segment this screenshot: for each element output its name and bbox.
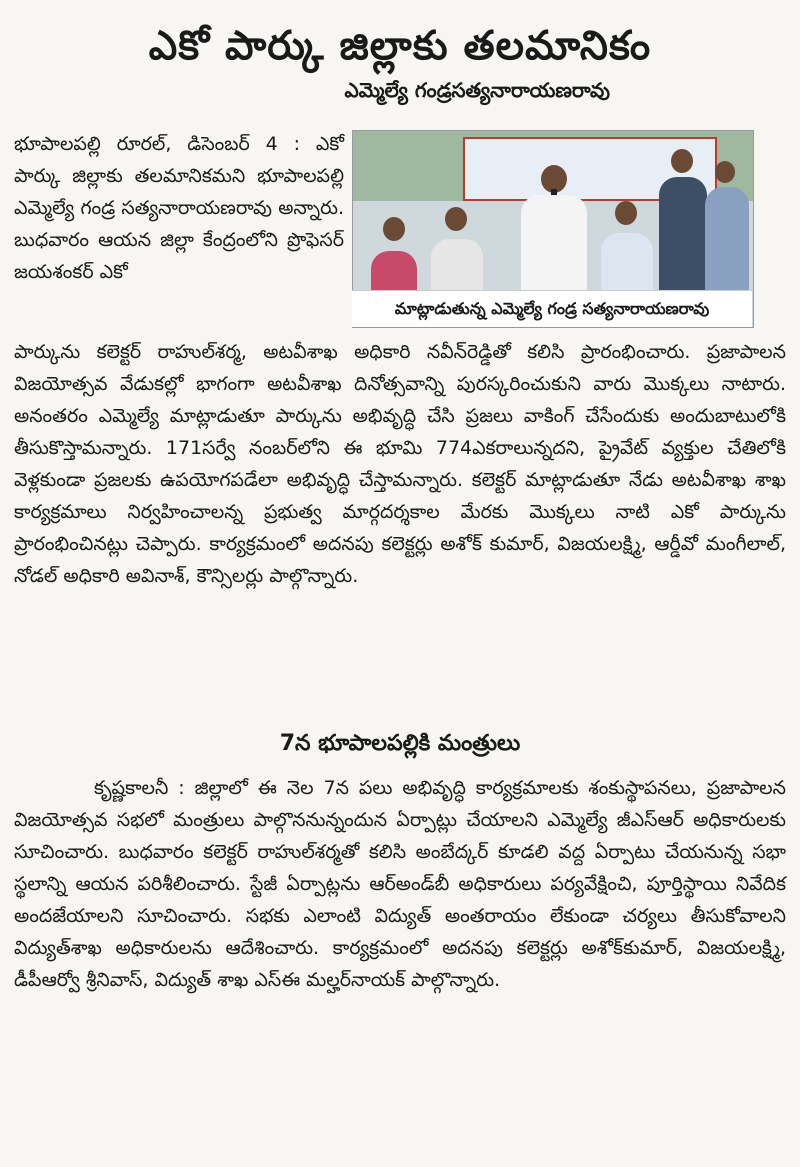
cropped-previous-line [40, 0, 740, 10]
article-subheadline: ఎమ్మెల్యే గండ్రసత్యనారాయణరావు [344, 78, 610, 102]
lead-paragraph-continued: పార్కును కలెక్టర్‌ రాహుల్‌శర్మ, అటవీశాఖ అధికారి నవీన్‌రెడ్డితో కలిసి ప్రారంభించారు. ప్రజాపాలన విజయోత్సవ వేడుకల్లో భాగంగా అటవీశాఖ దినోత్సవాన్ని పురస్కరించుకుని వారు మొక్కలు నాటారు. అనంతరం ఎమ్మెల్యే మాట్లాడుతూ పార్కును అభివృద్ధి చేసి ప్రజలు వాకింగ్‌ చేసేందుకు అందుబాటులోకి తీసుకొస్తామన్నారు. 171సర్వే నంబర్‌లోని ఈ భూమి 774ఎకరాలున్నదని, ప్రైవేట్‌ వ్యక్తుల చేతిలోకి వెళ్లకుండా ప్రజలకు ఉపయోగపడేలా అభివృద్ధి చేస్తామన్నారు. కలెక్టర్‌ మాట్లాడుతూ నేడు అటవీశాఖ శాఖ కార్యక్రమాలు నిర్వహించాలన్న ప్రభుత్వ మార్గదర్శకాల మేరకు మొక్కలు నాటి ఎకో పార్కును ప్రారంభించినట్లు చెప్పారు. కార్యక్రమంలో అదనపు కలెక్టర్లు అశోక్‌ కుమార్‌, విజయలక్ష్మి, ఆర్డీవో మంగీలాల్‌, నోడల్‌ అధికారి అవినాశ్‌, కౌన్సిలర్లు పాల్గొన్నారు. [14, 341, 786, 587]
second-article-body: కృష్ణకాలనీ : జిల్లాలో ఈ నెల 7న పలు అభివృద్ధి కార్యక్రమాలకు శంకుస్థాపనలు, ప్రజాపాలన విజయోత్సవ సభలో మంత్రులు పాల్గొననున్నందున ఏర్పాట్లు చేయాలని ఎమ్మెల్యే జీఎస్‌ఆర్‌ అధికారులకు సూచించారు. బుధవారం కలెక్టర్‌ రాహుల్‌శర్మతో కలిసి అంబేద్కర్‌ కూడలి వద్ద ఏర్పాటు చేయనున్న సభా స్థలాన్ని ఆయన పరిశీలించారు. స్టేజీ ఏర్పాట్లను ఆర్‌అండ్‌బీ అధికారులు పర్యవేక్షించి, పూర్తిస్థాయి నివేదిక అందజేయాలని సూచించారు. సభకు ఎలాంటి విద్యుత్‌ అంతరాయం లేకుండా చర్యలు తీసుకోవాలని విద్యుత్‌శాఖ అధికారులను ఆదేశించారు. కార్యక్రమంలో అదనపు కలెక్టర్లు అశోక్‌కుమార్‌, విజయలక్ష్మి, డీపీఆర్వో శ్రీనివాస్‌, విద్యుత్‌ శాఖ ఎస్‌ఈ మల్హర్‌నాయక్‌ పాల్గొన్నారు. [14, 777, 786, 991]
lead-paragraph: భూపాలపల్లి రూరల్‌, డిసెంబర్‌ 4 : ఎకో పార్కు జిల్లాకు తలమానికమని భూపాలపల్లి ఎమ్మెల్యే గండ్ర సత్యనారాయణరావు అన్నారు. బుధవారం ఆయన జిల్లా కేంద్రంలోని ప్రొఫెసర్‌ జయశంకర్‌ ఎకో [14, 133, 344, 283]
cropped-next-headline [20, 1140, 780, 1167]
second-article-title: 7న భూపాలపల్లికి మంత్రులు [279, 731, 521, 756]
photo-caption: మాట్లాడుతున్న ఎమ్మెల్యే గండ్ర సత్యనారాయణరావు [352, 290, 752, 327]
article-headline: ఎకో పార్కు జిల్లాకు తలమానికం [148, 23, 652, 69]
